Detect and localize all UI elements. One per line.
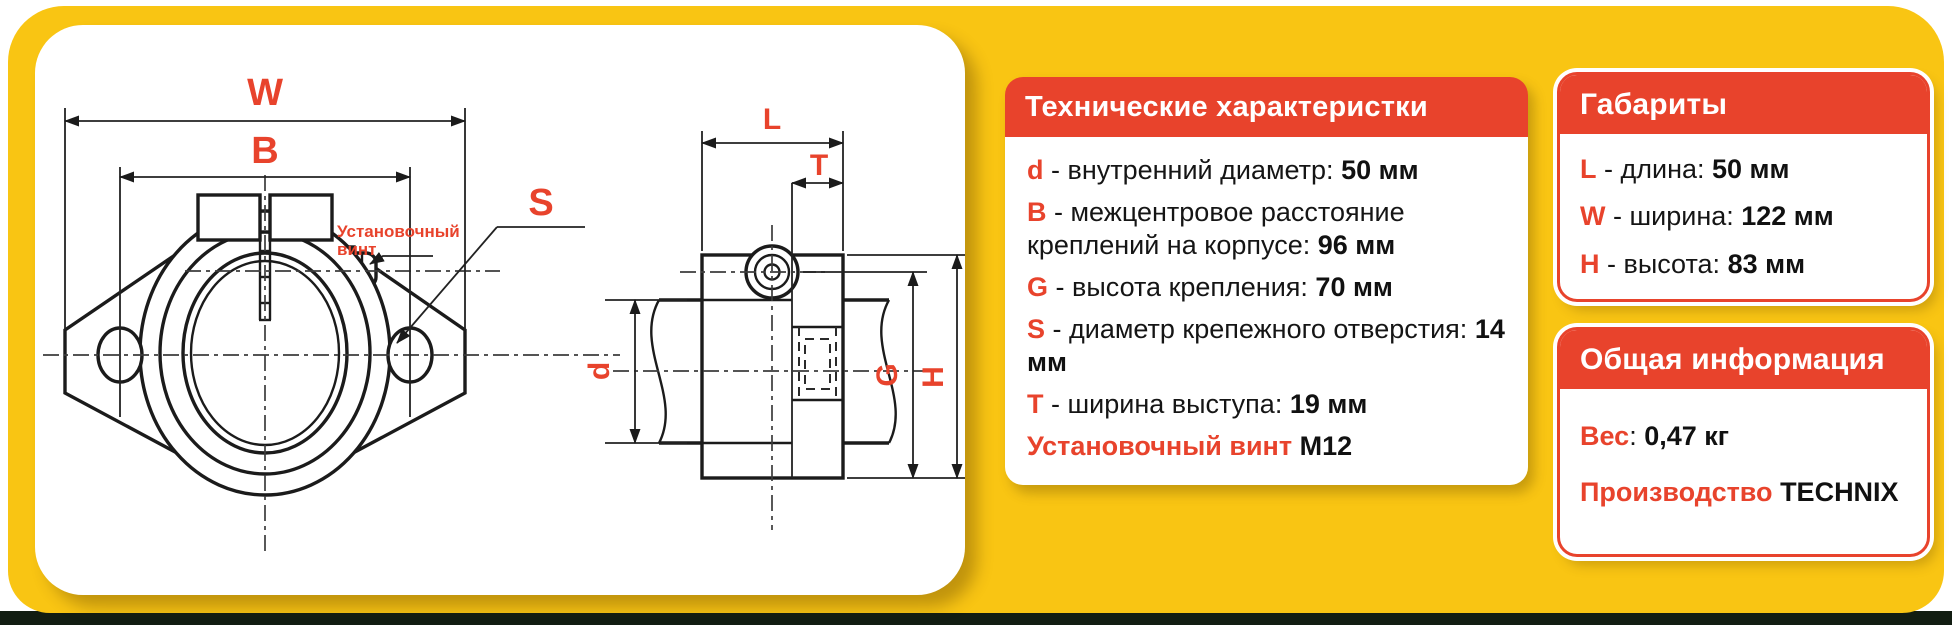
label-t: T [809, 149, 829, 182]
dimensions-header: Габариты [1560, 75, 1927, 134]
dimension-item-w: W - ширина: 122 мм [1580, 201, 1834, 232]
side-view-drawing [583, 103, 965, 530]
front-view-drawing [43, 72, 620, 553]
set-screw-label-line2: винт [337, 240, 377, 259]
spec-item-set-screw: Установочный винт М12 [1027, 430, 1353, 461]
dimensions-panel [1557, 72, 1930, 302]
dimension-item-h: H - высота: 83 мм [1580, 248, 1806, 279]
label-l: L [762, 103, 782, 136]
spec-item-t: T - ширина выступа: 19 мм [1027, 388, 1368, 419]
tech-specs-header: Технические характеристки [1005, 77, 1528, 137]
dimensions-body [1560, 134, 1927, 302]
technical-drawing-panel [35, 25, 965, 595]
set-screw-label-line1: Установочный [337, 222, 460, 241]
spec-item-g: G - высота крепления: 70 мм [1027, 271, 1393, 302]
label-b: B [251, 130, 279, 172]
spec-item-b: B - межцентровое расстояние креплений на корпусе: 96 мм [1027, 196, 1405, 260]
general-info-body [1560, 389, 1927, 553]
spec-item-d: d - внутренний диаметр: 50 мм [1027, 155, 1419, 185]
spec-item-s: S - диаметр крепежного отверстия: 14 мм [1027, 313, 1505, 377]
general-info-panel [1557, 327, 1930, 557]
label-s: S [528, 182, 554, 224]
tech-specs-panel [1005, 77, 1528, 485]
label-d: d [583, 361, 616, 381]
label-g: G [871, 363, 904, 387]
label-h: H [917, 366, 950, 388]
technical-drawing [35, 25, 965, 595]
dimension-t [792, 149, 843, 183]
dimension-d [583, 300, 687, 443]
bottom-dark-strip [0, 611, 1952, 625]
info-item-manufacturer: Производство TECHNIX [1580, 477, 1899, 508]
dimension-item-l: L - длина: 50 мм [1580, 154, 1790, 184]
label-w: W [247, 72, 283, 114]
general-info-header: Общая информация [1560, 330, 1927, 389]
info-item-weight: Вес: 0,47 кг [1580, 421, 1730, 451]
tech-specs-body [1005, 137, 1528, 485]
set-screw-callout [337, 222, 460, 264]
